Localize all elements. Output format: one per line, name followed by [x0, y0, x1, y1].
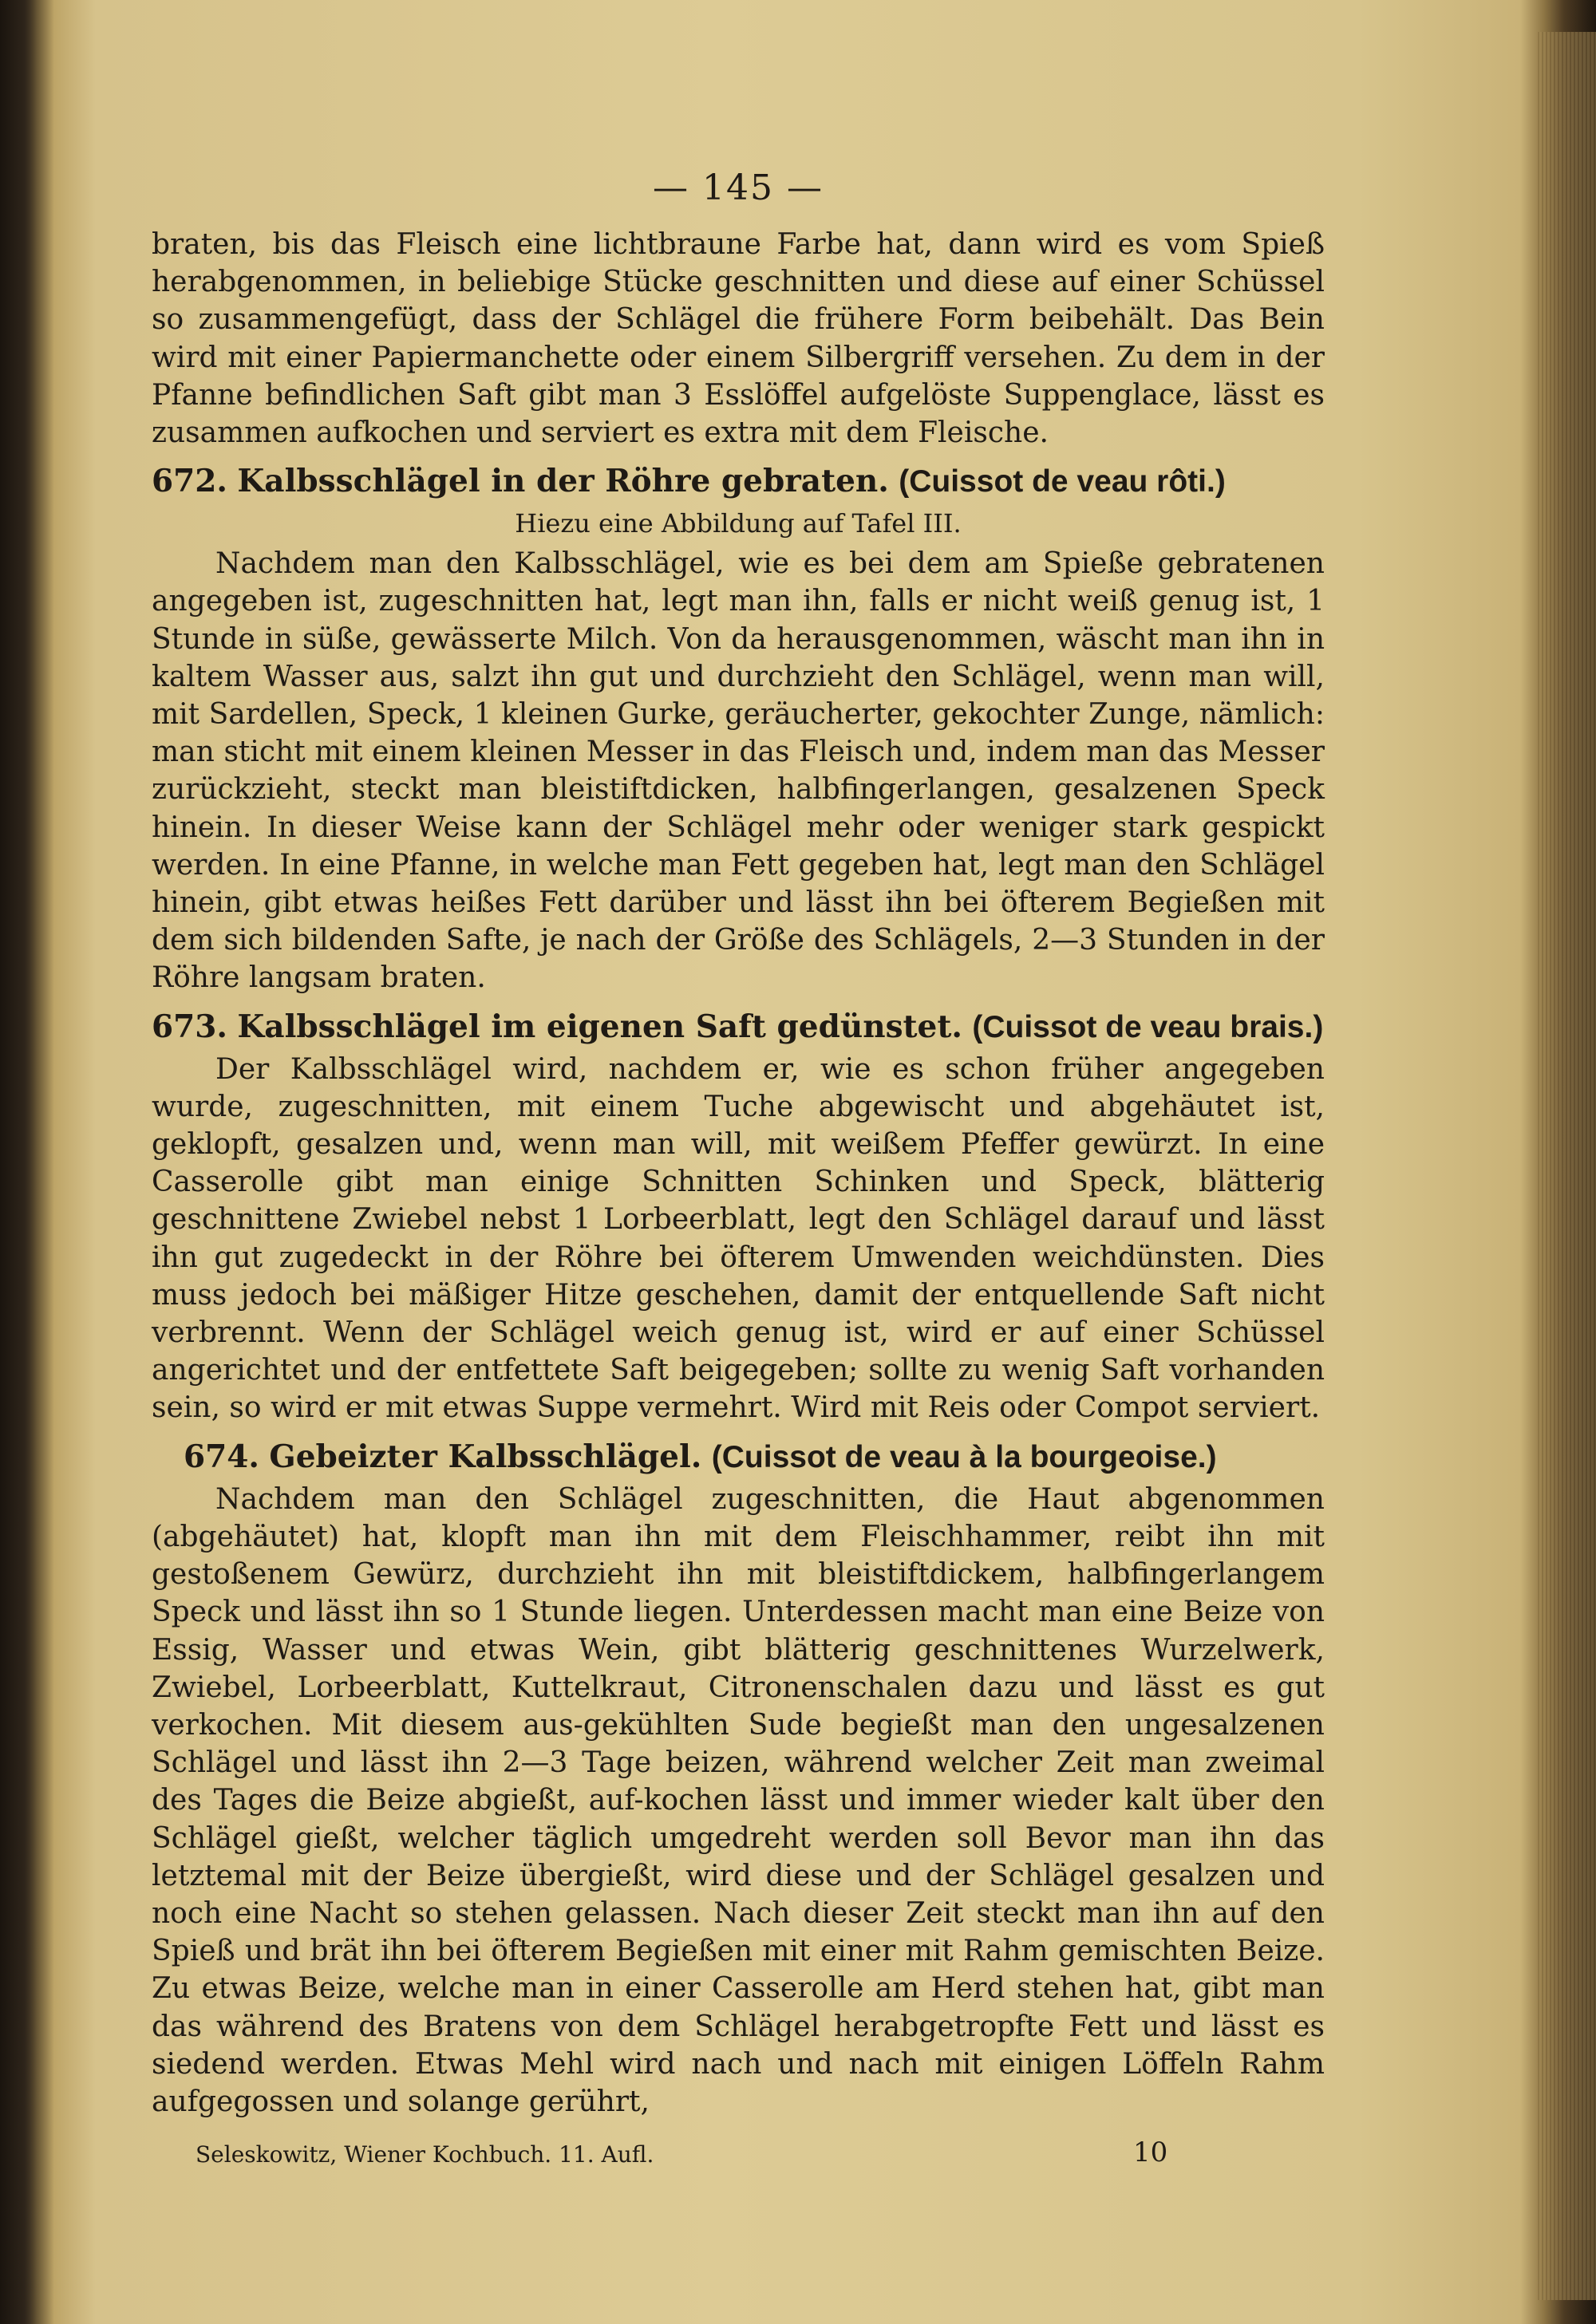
recipe-text: Nachdem man den Schlägel zugeschnitten, die Haut abgenommen (abgehäutet) hat, klopft man ihn mit dem Fleischhammer, reibt ihn mit gestoßenem Gewürz, durchzieht ihn mit bleistiftdickem, halbfingerlangem Speck und lässt ihn so 1 Stunde liegen. Unterdessen macht man eine Beize von Essig, Wasser und etwas Wein, gibt blätterig geschnittenes Wurzelwerk, Zwiebel, Lorbeerblatt, Kuttelkraut, Citronenschalen dazu und lässt es gut verkochen. Mit diesem aus-gekühlten Sude begießt man den ungesalzenen Schlägel und lässt ihn 2—3 Tage beizen, während welcher Zeit man zweimal des Tages die Beize abgießt, auf-kochen lässt und immer wieder kalt über den Schlägel gießt, welcher täglich umgedreht werden soll Bevor man ihn das letztemal mit der Beize übergießt, wird diese und der Schlägel gesalzen und noch eine Nacht so stehen gelassen. Nach dieser Zeit steckt man ihn auf den Spieß und brät ihn bei öfterem Begießen mit einer mit Rahm gemischten Beize. Zu etwas Beize, welche man in einer Casserolle am Herd stehen hat, gibt man das während des Bratens von dem Schlägel herabgetropfte Fett und lässt es siedend werden. Etwas Mehl wird nach und nach mit einigen Löffeln Rahm aufgegossen und solange gerührt,: [152, 1482, 1325, 2118]
recipe-heading: [152, 458, 1325, 505]
recipe-french-title: (Cuissot de veau à la bourgeoise.): [711, 1439, 1217, 1474]
recipe-text: Nachdem man den Kalbsschlägel, wie es bei dem am Spieße gebratenen angegeben ist, zugeschnitten hat, legt man ihn, falls er nicht weiß genug ist, 1 Stunde in süße, gewässerte Milch. Von da herausgenommen, wäscht man ihn in kaltem Wasser aus, salzt ihn gut und durchzieht den Schlägel, wenn man will, mit Sardellen, Speck, 1 kleinen Gurke, geräucherter, gekochter Zunge, nämlich: man sticht mit einem kleinen Messer in das Fleisch und, indem man das Messer zurückzieht, steckt man bleistiftdicken, halbfingerlangen, gesalzenen Speck hinein. In dieser Weise kann der Schlägel mehr oder weniger stark gespickt werden. In eine Pfanne, in welche man Fett gegeben hat, legt man den Schlägel hinein, gibt etwas heißes Fett darüber und lässt ihn bei öfterem Begießen mit dem sich bildenden Safte, je nach der Größe des Schlägels, 2—3 Stunden in der Röhre langsam braten.: [152, 547, 1325, 995]
recipe-title: Gebeizter Kalbsschlägel.: [269, 1438, 702, 1475]
recipe-title: Kalbsschlägel im eigenen Saft gedünstet.: [237, 1008, 962, 1045]
book-spine-shadow: [0, 0, 54, 2324]
recipe-text: Der Kalbsschlägel wird, nachdem er, wie es schon früher angegeben wurde, zugeschnitten, mit einem Tuche abgewischt und abgehäutet ist, geklopft, gesalzen und, wenn man will, mit weißem Pfeffer gewürzt. In eine Casserolle gibt man einige Schnitten Schinken und Speck, blätterig geschnittene Zwiebel nebst 1 Lorbeerblatt, legt den Schlägel darauf und lässt ihn gut zugedeckt in der Röhre bei öfterem Umwenden weichdünsten. Dies muss jedoch bei mäßiger Hitze geschehen, damit der entquellende Saft nicht verbrennt. Wenn der Schlägel weich genug ist, wird er auf einer Schüssel angerichtet und der entfettete Saft beigegeben; sollte zu wenig Saft vorhanden sein, so wird er mit etwas Suppe vermehrt. Wird mit Reis oder Compot serviert.: [152, 1052, 1325, 1425]
recipe-674: [152, 1434, 1325, 2121]
illustration-note: Hiezu eine Abbildung auf Tafel III.: [515, 508, 962, 539]
recipe-title: Kalbsschlägel in der Röhre gebraten.: [237, 463, 889, 500]
intro-paragraph: braten, bis das Fleisch eine lichtbraune Farbe hat, dann wird es vom Spieß herabgenommen, in beliebige Stücke geschnitten und diese auf einer Schüssel so zusammengefügt, dass der Schlägel die frühere Form beibehält. Das Bein wird mit einer Papiermanchette oder einem Silbergriff versehen. Zu dem in der Pfanne befindlichen Saft gibt man 3 Esslöffel aufgelöste Suppenglace, lässt es zusammen aufkochen und serviert es extra mit dem Fleische.: [152, 228, 1325, 450]
recipe-number: 673.: [152, 1008, 227, 1045]
recipe-673: [152, 1004, 1325, 1427]
recipe-number: 672.: [152, 463, 227, 500]
page-edges: [1536, 32, 1596, 2300]
recipe-672: [152, 458, 1325, 996]
page-text-block: [152, 168, 1325, 2121]
recipe-heading: [152, 1004, 1325, 1051]
footer-imprint: Seleskowitz, Wiener Kochbuch. 11. Aufl.: [196, 2141, 654, 2168]
page-number-head: — 145 —: [653, 168, 824, 208]
recipe-heading: [152, 1434, 1325, 1481]
signature-mark: 10: [1133, 2137, 1168, 2168]
recipe-french-title: (Cuissot de veau rôti.): [899, 464, 1226, 499]
recipe-number: 674.: [184, 1438, 259, 1475]
recipe-french-title: (Cuissot de veau brais.): [972, 1009, 1324, 1044]
page-footer: [196, 2137, 1329, 2168]
